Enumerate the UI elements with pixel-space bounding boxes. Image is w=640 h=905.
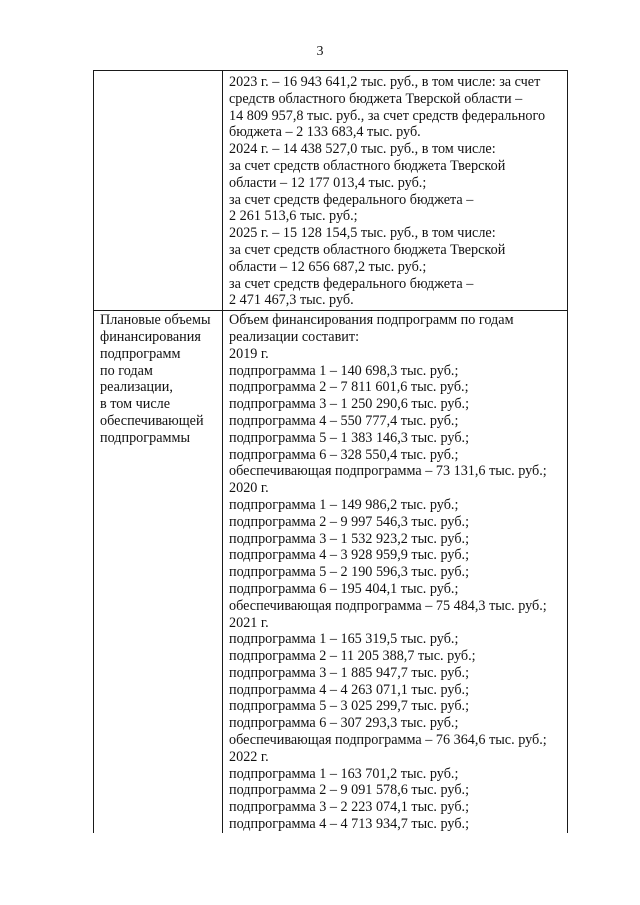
text-line: подпрограмма 3 – 2 223 074,1 тыс. руб.; <box>229 799 470 816</box>
text-line: 2022 г. <box>229 748 269 765</box>
text-line: подпрограмма 5 – 1 383 146,3 тыс. руб.; <box>229 429 470 446</box>
text-line: за счет средств областного бюджета Тверской <box>229 157 506 174</box>
text-line: обеспечивающая подпрограмма – 75 484,3 тыс. руб.; <box>229 597 547 614</box>
text-line: подпрограмма 4 – 3 928 959,9 тыс. руб.; <box>229 547 470 564</box>
text-line: подпрограммы <box>100 429 190 446</box>
text-line: реализации, <box>100 379 173 396</box>
text-line: подпрограмма 5 – 2 190 596,3 тыс. руб.; <box>229 564 470 581</box>
text-line: 2021 г. <box>229 614 269 631</box>
financing-table <box>93 70 568 833</box>
text-line: подпрограмма 4 – 4 713 934,7 тыс. руб.; <box>229 816 470 833</box>
text-line: 14 809 957,8 тыс. руб., за счет средств федерального <box>229 107 546 124</box>
text-line: подпрограмма 2 – 9 091 578,6 тыс. руб.; <box>229 782 470 799</box>
text-line: подпрограмма 4 – 4 263 071,1 тыс. руб.; <box>229 681 470 698</box>
text-line: реализации составит: <box>229 328 360 345</box>
table-row-budget-years <box>94 71 568 311</box>
text-line: 2019 г. <box>229 345 269 362</box>
text-line: средств областного бюджета Тверской области – <box>229 90 523 107</box>
text-line: финансирования <box>100 328 201 345</box>
text-line: Плановые объемы <box>100 312 211 329</box>
text-line: 2025 г. – 15 128 154,5 тыс. руб., в том числе: <box>229 225 496 242</box>
text-line: подпрограмма 6 – 307 293,3 тыс. руб.; <box>229 715 459 732</box>
text-line: подпрограмма 3 – 1 250 290,6 тыс. руб.; <box>229 396 470 413</box>
text-line: подпрограмма 3 – 1 885 947,7 тыс. руб.; <box>229 664 470 681</box>
text-line: за счет средств федерального бюджета – <box>229 191 474 208</box>
text-line: 2020 г. <box>229 480 269 497</box>
text-line: 2023 г. – 16 943 641,2 тыс. руб., в том числе: за счет <box>229 74 541 90</box>
text-line: 2024 г. – 14 438 527,0 тыс. руб., в том числе: <box>229 141 496 158</box>
text-line: подпрограмма 6 – 328 550,4 тыс. руб.; <box>229 446 459 463</box>
text-line: подпрограмма 2 – 9 997 546,3 тыс. руб.; <box>229 513 470 530</box>
page-number: 3 <box>316 44 324 59</box>
text-line: подпрограмма 5 – 3 025 299,7 тыс. руб.; <box>229 698 470 715</box>
text-line: по годам <box>100 362 153 379</box>
text-line: подпрограмма 1 – 140 698,3 тыс. руб.; <box>229 362 459 379</box>
text-line: подпрограмма 2 – 7 811 601,6 тыс. руб.; <box>229 379 469 396</box>
text-line: подпрограмма 2 – 11 205 388,7 тыс. руб.; <box>229 648 476 665</box>
text-line: за счет средств федерального бюджета – <box>229 275 474 292</box>
text-line: подпрограмма 1 – 149 986,2 тыс. руб.; <box>229 496 459 513</box>
table-row-subprogram-financing <box>94 311 568 833</box>
text-line: подпрограмма 1 – 165 319,5 тыс. руб.; <box>229 631 459 648</box>
text-line: подпрограмм <box>100 345 181 362</box>
text-line: подпрограмма 1 – 163 701,2 тыс. руб.; <box>229 765 459 782</box>
text-line: подпрограмма 3 – 1 532 923,2 тыс. руб.; <box>229 530 470 547</box>
lower-left-cell <box>94 311 223 833</box>
upper-left-cell <box>94 71 223 311</box>
text-line: бюджета – 2 133 683,4 тыс. руб. <box>229 124 421 141</box>
text-line: подпрограмма 4 – 550 777,4 тыс. руб.; <box>229 412 459 429</box>
text-line: 2 261 513,6 тыс. руб.; <box>229 208 358 225</box>
text-line: Объем финансирования подпрограмм по годам <box>229 312 514 329</box>
text-line: за счет средств областного бюджета Тверской <box>229 241 506 258</box>
text-line: области – 12 177 013,4 тыс. руб.; <box>229 174 427 191</box>
text-line: области – 12 656 687,2 тыс. руб.; <box>229 258 427 275</box>
text-line: обеспечивающей <box>100 412 204 429</box>
text-line: 2 471 467,3 тыс. руб. <box>229 292 354 309</box>
text-line: обеспечивающая подпрограмма – 76 364,6 тыс. руб.; <box>229 732 547 749</box>
text-line: обеспечивающая подпрограмма – 73 131,6 тыс. руб.; <box>229 463 547 480</box>
lower-right-cell <box>223 311 568 833</box>
text-line: подпрограмма 6 – 195 404,1 тыс. руб.; <box>229 580 459 597</box>
upper-right-cell <box>223 71 568 311</box>
text-line: в том числе <box>100 396 171 413</box>
